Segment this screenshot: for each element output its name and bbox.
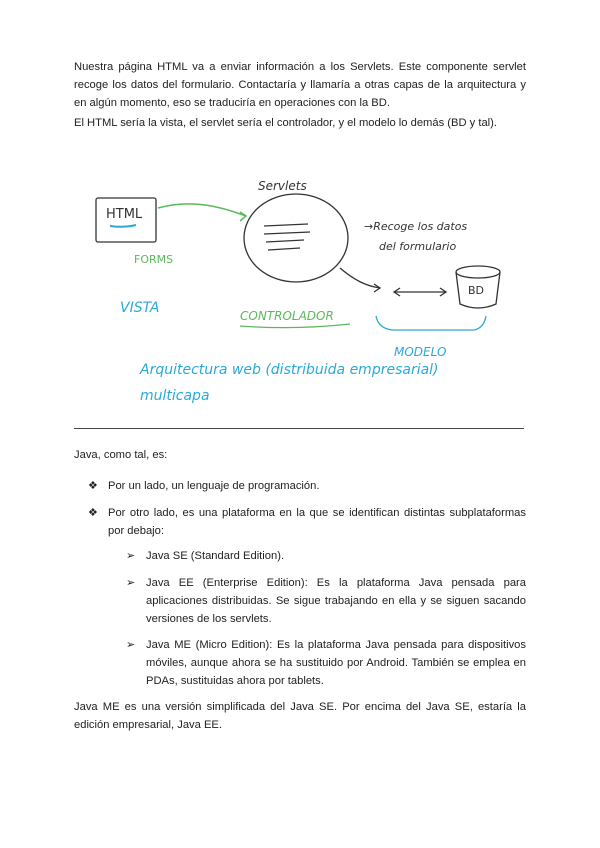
java-intro: Java, como tal, es:: [74, 449, 168, 461]
html-to-servlet-arrow: [158, 204, 246, 216]
sub-bullet-item: [126, 547, 526, 565]
servlet-circle: [244, 194, 348, 282]
bullet-text: Por otro lado, es una plataforma en la que se identifican distintas subplataformas por debajo:: [108, 507, 526, 537]
servlets-label: Servlets: [258, 179, 307, 193]
html-box-label: HTML: [106, 207, 143, 222]
modelo-bracket: [376, 316, 486, 330]
intro-paragraph: Nuestra página HTML va a enviar información a los Servlets. Este componente servlet recoge los datos del formulario. Contactaría y llamaría a otras capas de la arquitectura y en algún momento, eso se traduciría en operaciones con la BD.: [74, 61, 526, 109]
bullet-marker: ❖: [88, 480, 99, 492]
sub-bullet-item: [126, 636, 526, 690]
sub-bullet-marker: ➢: [126, 550, 136, 562]
sub-bullet-marker: ➢: [126, 639, 136, 651]
bullet-item: [88, 477, 526, 495]
recoge-line-2: del formulario: [379, 240, 457, 253]
sub-bullet-text: Java ME (Micro Edition): Es la plataforma Java pensada para dispositivos móviles, aunque ahora se ha sustituido por Android. También se emplea en PDAs, sustituidas ahora por tablets.: [146, 639, 526, 687]
bd-cylinder: [456, 266, 500, 278]
bd-label: BD: [468, 284, 485, 297]
conclusion-paragraph: Java ME es una versión simplificada del Java SE. Por encima del Java SE, estaría la edición empresarial, Java EE.: [74, 701, 526, 731]
sub-bullet-text: Java SE (Standard Edition).: [146, 550, 285, 562]
recoge-line-1: →Recoge los datos: [364, 220, 468, 233]
sub-bullet-marker: ➢: [126, 577, 136, 589]
html-scribble: [110, 225, 136, 227]
arquitectura-line-2: multicapa: [140, 388, 210, 404]
architecture-sketch: [74, 168, 534, 418]
forms-label: FORMS: [134, 253, 174, 266]
arquitectura-line-1: Arquitectura web (distribuida empresarial): [140, 362, 439, 378]
sub-bullet-text: Java EE (Enterprise Edition): Es la plataforma Java pensada para aplicaciones distribuidas. Se sigue trabajando en ella y se siguen sacando versiones de los servlets.: [146, 577, 526, 625]
sub-bullet-item: [126, 574, 526, 628]
bullet-marker: ❖: [88, 507, 99, 519]
bullet-item: [88, 504, 526, 540]
controlador-label: CONTROLADOR: [240, 309, 334, 323]
servlet-to-bd-arrow: [340, 268, 380, 288]
vista-label: VISTA: [120, 300, 160, 316]
section-divider: [74, 428, 524, 429]
bullet-text: Por un lado, un lenguaje de programación.: [108, 480, 320, 492]
modelo-label: MODELO: [394, 345, 447, 359]
mvc-paragraph: El HTML sería la vista, el servlet sería el controlador, y el modelo lo demás (BD y tal).: [74, 117, 498, 129]
